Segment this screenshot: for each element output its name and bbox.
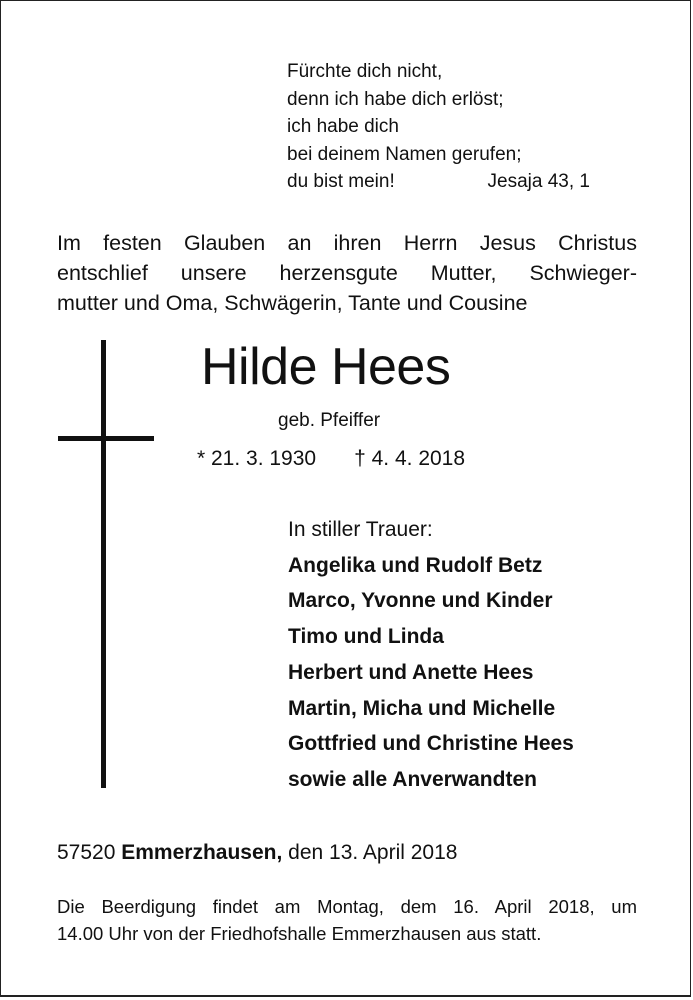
city: Emmerzhausen, [121,841,283,864]
verse-last-line [287,168,590,196]
notice-date: den 13. April 2018 [288,841,458,864]
birth-date: * 21. 3. 1930 [197,447,317,470]
birth-name: geb. Pfeiffer [278,410,381,431]
verse-line: ich habe dich [287,116,399,137]
verse-reference: Jesaja 43, 1 [487,171,590,192]
verse-line: Fürchte dich nicht, [287,61,443,82]
place-and-date [57,841,457,865]
cross-icon-bar [58,436,154,441]
intro-text [57,228,637,318]
intro-line: mutter und Oma, Schwägerin, Tante und Cousine [57,291,528,315]
mourner-entry: Timo und Linda [288,625,444,649]
mourner-entry: sowie alle Anverwandten [288,767,537,791]
postcode: 57520 [57,841,116,864]
funeral-info [57,893,637,947]
mourner-entry: Gottfried und Christine Hees [288,732,574,756]
funeral-line: 14.00 Uhr von der Friedhofshalle Emmerzhausen aus statt. [57,923,542,944]
mourner-entry: Martin, Micha und Michelle [288,696,556,720]
intro-line: entschlief unsere herzensgute Mutter, Schwieger- [57,261,637,285]
intro-line: Im festen Glauben an ihren Herrn Jesus Christus [57,231,637,255]
mourner-entry: Herbert und Anette Hees [288,660,534,684]
life-dates [197,447,465,471]
mourner-entry: Angelika und Rudolf Betz [288,553,543,577]
cross-icon [101,340,106,788]
deceased-name: Hilde Hees [201,338,451,396]
mourner-entry: Marco, Yvonne und Kinder [288,589,553,613]
verse-line: du bist mein! [287,171,395,192]
mourners-heading: In stiller Trauer: [288,518,433,541]
funeral-line: Die Beerdigung findet am Montag, dem 16. April 2018, um [57,896,637,917]
mourners-list [288,512,574,798]
death-date: † 4. 4. 2018 [354,447,466,470]
bible-verse [287,58,590,196]
verse-line: bei deinem Namen gerufen; [287,143,522,165]
verse-line: denn ich habe dich erlöst; [287,88,504,110]
